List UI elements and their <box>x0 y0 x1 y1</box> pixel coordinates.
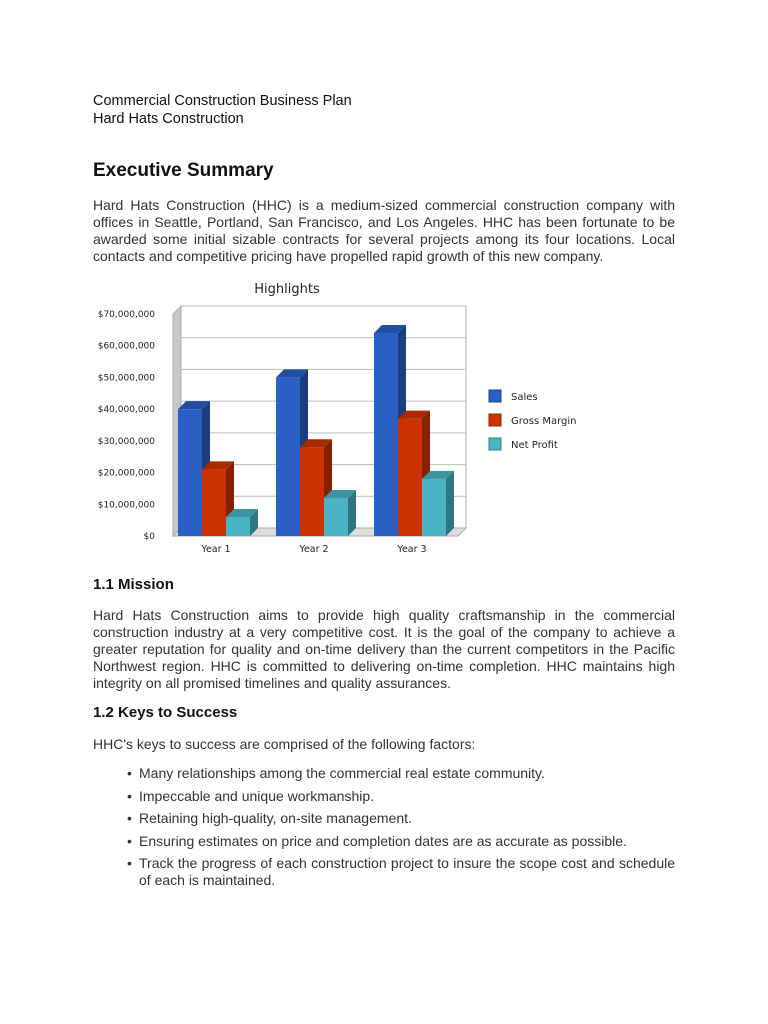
keys-list <box>127 765 675 895</box>
highlights-chart <box>93 278 593 568</box>
bullet-icon: • <box>127 832 132 849</box>
bar <box>276 377 300 536</box>
list-item-text: Ensuring estimates on price and completion dates are as accurate as possible. <box>139 832 627 849</box>
bullet-icon: • <box>127 787 132 804</box>
chart-y-tick-label: $60,000,000 <box>97 341 155 352</box>
list-item-text: Impeccable and unique workmanship. <box>139 787 375 804</box>
chart-y-tick-label: $0 <box>143 532 155 542</box>
bar <box>422 479 446 536</box>
chart-y-tick-label: $50,000,000 <box>97 373 155 384</box>
list-item-text: Many relationships among the commercial real estate community. <box>139 765 545 781</box>
chart-y-tick-label: $40,000,000 <box>97 405 155 416</box>
chart-x-tick-label: Year 2 <box>299 544 329 555</box>
bar <box>374 333 398 536</box>
keys-title: 1.2 Keys to Success <box>93 704 238 721</box>
bar-side <box>446 471 454 536</box>
mission-title: 1.1 Mission <box>93 576 174 593</box>
legend-swatch <box>489 438 501 450</box>
header-line-2: Hard Hats Construction <box>93 111 244 127</box>
executive-summary-title: Executive Summary <box>93 160 274 181</box>
header-line-1: Commercial Construction Business Plan <box>93 93 352 109</box>
bar <box>398 419 422 536</box>
bar <box>202 469 226 536</box>
list-item <box>127 765 675 782</box>
legend-label: Gross Margin <box>511 416 577 427</box>
legend-label: Net Profit <box>511 440 558 451</box>
bar <box>300 447 324 536</box>
chart-y-tick-label: $30,000,000 <box>97 436 155 447</box>
chart-y-tick-label: $20,000,000 <box>97 468 155 479</box>
bar <box>324 498 348 536</box>
bullet-icon: • <box>127 765 132 781</box>
list-item-text: Retaining high-quality, on-site management. <box>139 810 412 826</box>
list-item <box>127 810 675 827</box>
list-item <box>127 788 675 805</box>
chart-y-tick-label: $70,000,000 <box>97 310 155 320</box>
bar-side <box>348 490 356 536</box>
bullet-icon: • <box>127 810 132 826</box>
chart-y-tick-label: $10,000,000 <box>97 500 155 511</box>
bullet-icon: • <box>127 855 132 871</box>
chart-x-tick-label: Year 3 <box>397 544 427 555</box>
bar <box>178 409 202 536</box>
list-item <box>127 855 675 889</box>
chart-title: Highlights <box>254 282 320 297</box>
bar <box>226 517 250 536</box>
legend-swatch <box>489 414 501 426</box>
legend-swatch <box>489 390 501 402</box>
mission-paragraph: Hard Hats Construction aims to provide high quality craftsmanship in the commercial construction industry at a very competitive cost. It is the goal of the company to achieve a greater reputation for quality and on-time delivery than the current competitors in the Pacific Northwest region. HHC is committed to delivering on-time completion. HHC maintains high integrity on all promised timelines and quality assurances. <box>93 607 675 691</box>
chart-x-tick-label: Year 1 <box>201 544 231 555</box>
executive-summary-paragraph: Hard Hats Construction (HHC) is a medium-sized commercial construction company with offices in Seattle, Portland, San Francisco, and Los Angeles. HHC has been fortunate to be awarded some initial sizable contracts for several projects among its four locations. Local contacts and competitive pricing have propelled rapid growth of this new company. <box>93 197 675 264</box>
keys-intro: HHC's keys to success are comprised of the following factors: <box>93 736 476 752</box>
list-item-text: Track the progress of each construction project to insure the scope cost and schedule of each is maintained. <box>139 855 675 888</box>
list-item <box>127 833 675 850</box>
legend-label: Sales <box>511 392 538 403</box>
